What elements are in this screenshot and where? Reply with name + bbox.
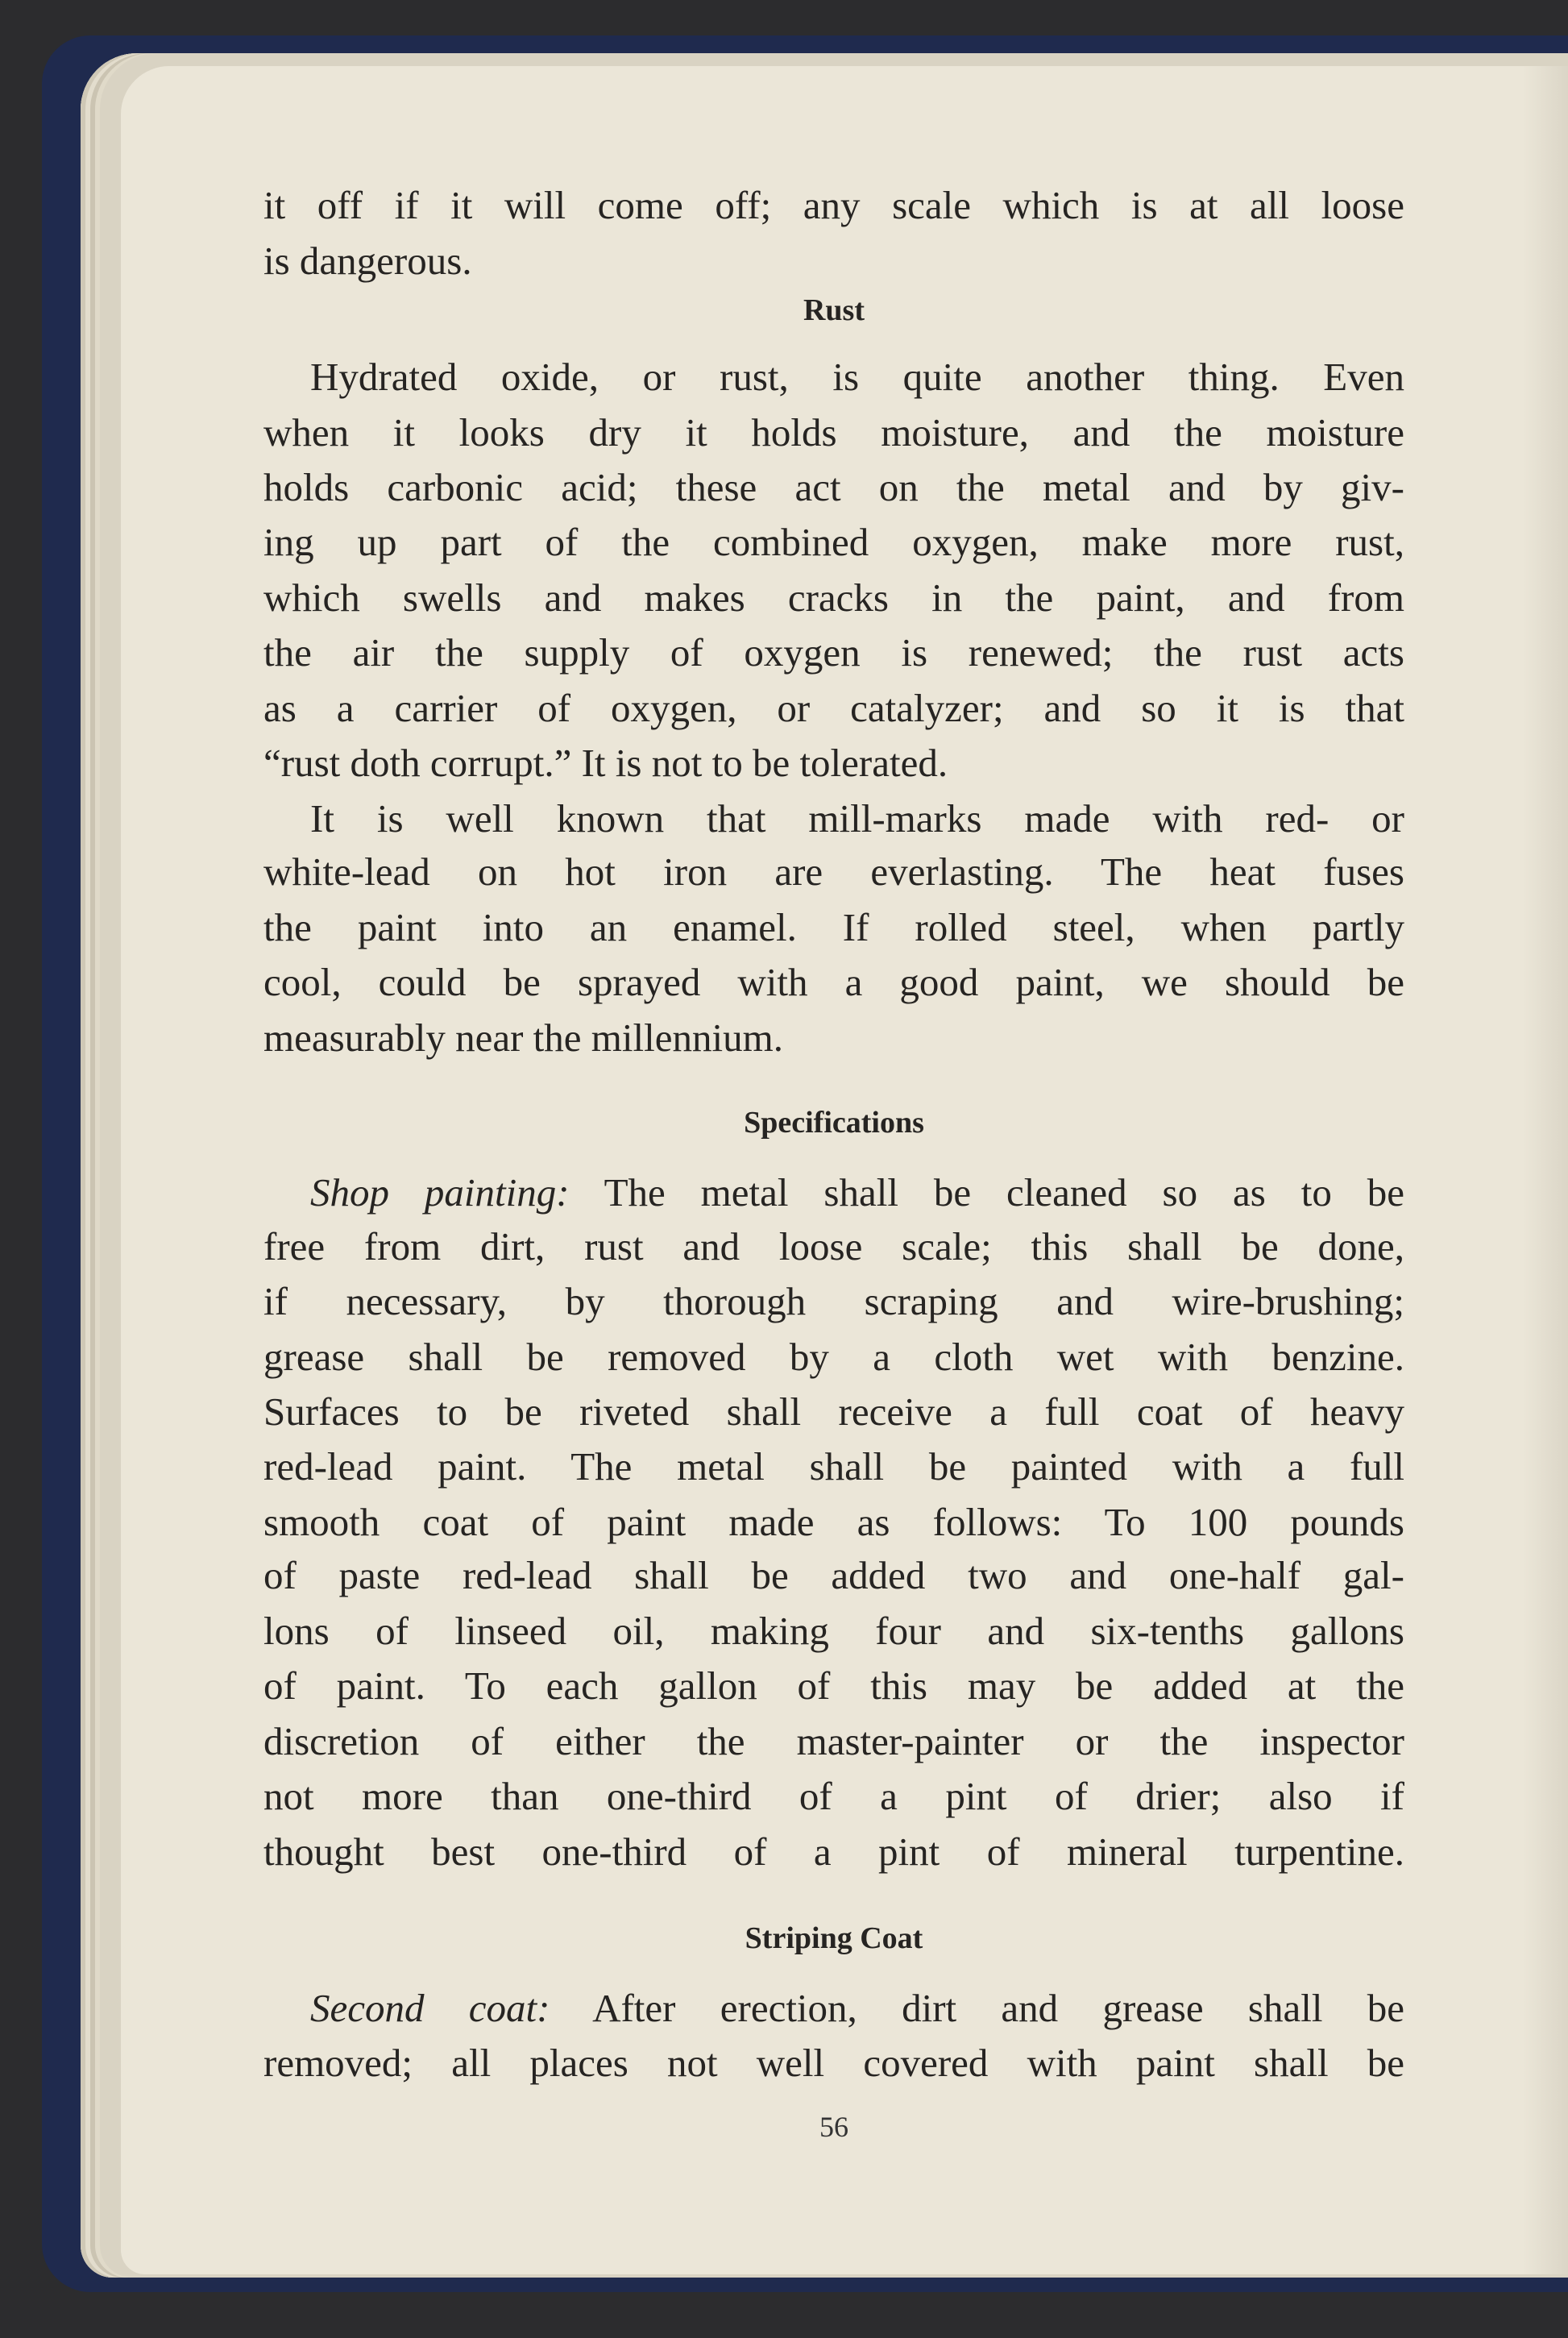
section-heading: Rust xyxy=(803,293,865,327)
section-heading: Striping Coat xyxy=(745,1921,923,1955)
page-number: 56 xyxy=(819,2111,848,2143)
text-line: of paint. To each gallon of this may be added at the xyxy=(263,1663,1404,1708)
text-line: “rust doth corrupt.” It is not to be tolerated. xyxy=(263,741,948,785)
line-text: The metal shall be cleaned so as to be xyxy=(604,1170,1404,1215)
text-line: the air the supply of oxygen is renewed; the rust acts xyxy=(263,630,1404,675)
text-line: red-lead paint. The metal shall be painted with a full xyxy=(263,1444,1404,1489)
text-line: smooth coat of paint made as follows: To 100 pounds xyxy=(263,1500,1404,1544)
page-gutter xyxy=(1523,66,1568,2274)
text-line: Surfaces to be riveted shall receive a full coat of heavy xyxy=(263,1389,1404,1434)
text-line: discretion of either the master-painter or the inspector xyxy=(263,1719,1404,1763)
text-line: ing up part of the combined oxygen, make more rust, xyxy=(263,520,1404,564)
text-line: holds carbonic acid; these act on the metal and by giv- xyxy=(263,465,1404,509)
text-line: white-lead on hot iron are everlasting. The heat fuses xyxy=(263,849,1404,894)
text-line: removed; all places not well covered with paint shall be xyxy=(263,2041,1404,2085)
text-line: which swells and makes cracks in the paint, and from xyxy=(263,575,1404,620)
text-line: it off if it will come off; any scale which is at all loose xyxy=(263,183,1404,227)
text-line: free from dirt, rust and loose scale; this shall be done, xyxy=(263,1224,1404,1269)
text-line: of paste red-lead shall be added two and one-half gal- xyxy=(263,1553,1404,1597)
italic-lead: Second coat: xyxy=(310,1986,550,2030)
text-line xyxy=(310,1165,1404,1220)
text-line: lons of linseed oil, making four and six-tenths gallons xyxy=(263,1609,1404,1653)
text-line: cool, could be sprayed with a good paint, we should be xyxy=(263,960,1404,1004)
text-line: when it looks dry it holds moisture, and the moisture xyxy=(263,410,1404,455)
text-line: thought best one-third of a pint of mineral turpentine. xyxy=(263,1829,1404,1874)
text-line xyxy=(310,1981,1404,2036)
section-heading: Specifications xyxy=(744,1106,924,1140)
line-text: After erection, dirt and grease shall be xyxy=(592,1986,1404,2030)
text-line: measurably near the millennium. xyxy=(263,1015,783,1060)
text-line: It is well known that mill-marks made with red- or xyxy=(310,796,1404,841)
text-line: as a carrier of oxygen, or catalyzer; and so it is that xyxy=(263,686,1404,730)
text-line: grease shall be removed by a cloth wet with benzine. xyxy=(263,1335,1404,1379)
text-line: is dangerous. xyxy=(263,239,472,283)
text-line: not more than one-third of a pint of drier; also if xyxy=(263,1774,1404,1818)
italic-lead: Shop painting: xyxy=(310,1170,570,1215)
text-line: Hydrated oxide, or rust, is quite another thing. Even xyxy=(310,355,1404,399)
text-line: the paint into an enamel. If rolled steel, when partly xyxy=(263,905,1404,949)
text-line: if necessary, by thorough scraping and wire-brushing; xyxy=(263,1279,1404,1323)
